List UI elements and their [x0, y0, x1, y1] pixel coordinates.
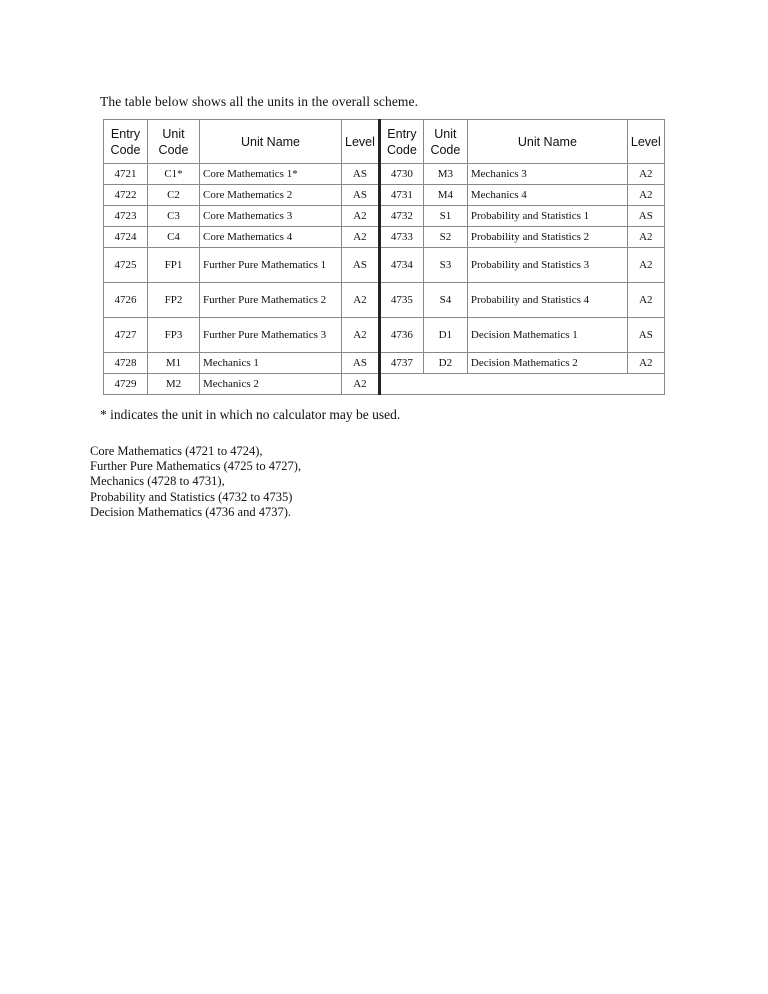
- empty-cell: [379, 374, 664, 395]
- unit-name-cell: Core Mathematics 2: [200, 185, 342, 206]
- level-cell: A2: [627, 248, 664, 283]
- intro-text: The table below shows all the units in the overall scheme.: [100, 94, 419, 109]
- header-entry-code: Entry Code: [104, 120, 148, 164]
- header-entry-code-2: Entry Code: [379, 120, 423, 164]
- unit-code-cell: S4: [423, 283, 467, 318]
- unit-name-cell: Core Mathematics 4: [200, 227, 342, 248]
- unit-name-cell: Mechanics 3: [467, 164, 627, 185]
- table-row: [104, 227, 665, 248]
- level-cell: AS: [627, 318, 664, 353]
- unit-name-cell: Core Mathematics 1*: [200, 164, 342, 185]
- entry-code-cell: 4724: [104, 227, 148, 248]
- unit-name-cell: Further Pure Mathematics 3: [200, 318, 342, 353]
- entry-code-cell: 4727: [104, 318, 148, 353]
- level-cell: A2: [342, 206, 380, 227]
- header-unit-name-2: Unit Name: [467, 120, 627, 164]
- unit-name-cell: Further Pure Mathematics 1: [200, 248, 342, 283]
- header-row: [104, 120, 665, 164]
- entry-code-cell: 4722: [104, 185, 148, 206]
- unit-name-cell: Further Pure Mathematics 2: [200, 283, 342, 318]
- unit-code-cell: FP2: [148, 283, 200, 318]
- entry-code-cell: 4737: [379, 353, 423, 374]
- entry-code-cell: 4729: [104, 374, 148, 395]
- unit-name-cell: Mechanics 1: [200, 353, 342, 374]
- entry-code-cell: 4731: [379, 185, 423, 206]
- level-cell: A2: [627, 185, 664, 206]
- unit-code-cell: FP3: [148, 318, 200, 353]
- summary-line: Further Pure Mathematics (4725 to 4727),: [90, 459, 302, 474]
- level-cell: AS: [342, 185, 380, 206]
- table-row: [104, 164, 665, 185]
- calculator-note: * indicates the unit in which no calculator may be used.: [100, 407, 401, 422]
- level-cell: A2: [627, 353, 664, 374]
- unit-code-cell: S1: [423, 206, 467, 227]
- entry-code-cell: 4723: [104, 206, 148, 227]
- unit-code-cell: S3: [423, 248, 467, 283]
- unit-code-cell: D2: [423, 353, 467, 374]
- table-row: [104, 248, 665, 283]
- entry-code-cell: 4733: [379, 227, 423, 248]
- unit-name-cell: Probability and Statistics 4: [467, 283, 627, 318]
- unit-code-cell: M1: [148, 353, 200, 374]
- unit-code-cell: FP1: [148, 248, 200, 283]
- unit-name-cell: Decision Mathematics 2: [467, 353, 627, 374]
- entry-code-cell: 4736: [379, 318, 423, 353]
- summary-line: Mechanics (4728 to 4731),: [90, 474, 225, 489]
- level-cell: A2: [627, 227, 664, 248]
- unit-code-cell: M3: [423, 164, 467, 185]
- summary-line: Decision Mathematics (4736 and 4737).: [90, 504, 291, 519]
- table-row: [104, 374, 665, 395]
- table-row: [104, 353, 665, 374]
- unit-code-cell: C4: [148, 227, 200, 248]
- unit-name-cell: Probability and Statistics 1: [467, 206, 627, 227]
- entry-code-cell: 4726: [104, 283, 148, 318]
- header-unit-code-2: Unit Code: [423, 120, 467, 164]
- unit-code-cell: D1: [423, 318, 467, 353]
- unit-name-cell: Probability and Statistics 2: [467, 227, 627, 248]
- entry-code-cell: 4728: [104, 353, 148, 374]
- units-table: [103, 119, 665, 395]
- header-level-2: Level: [627, 120, 664, 164]
- level-cell: A2: [627, 283, 664, 318]
- unit-code-cell: C2: [148, 185, 200, 206]
- table-row: [104, 283, 665, 318]
- unit-name-cell: Mechanics 2: [200, 374, 342, 395]
- header-unit-name: Unit Name: [200, 120, 342, 164]
- entry-code-cell: 4732: [379, 206, 423, 227]
- header-unit-code: Unit Code: [148, 120, 200, 164]
- header-level: Level: [342, 120, 380, 164]
- entry-code-cell: 4721: [104, 164, 148, 185]
- table-row: [104, 318, 665, 353]
- level-cell: AS: [342, 353, 380, 374]
- entry-code-cell: 4730: [379, 164, 423, 185]
- level-cell: A2: [342, 283, 380, 318]
- unit-code-cell: S2: [423, 227, 467, 248]
- unit-code-cell: C1*: [148, 164, 200, 185]
- summary-line: Probability and Statistics (4732 to 4735): [90, 489, 293, 504]
- unit-name-cell: Mechanics 4: [467, 185, 627, 206]
- unit-code-cell: M4: [423, 185, 467, 206]
- level-cell: A2: [342, 227, 380, 248]
- level-cell: A2: [342, 318, 380, 353]
- unit-name-cell: Decision Mathematics 1: [467, 318, 627, 353]
- unit-code-cell: M2: [148, 374, 200, 395]
- table-row: [104, 206, 665, 227]
- level-cell: A2: [627, 164, 664, 185]
- level-cell: A2: [342, 374, 380, 395]
- unit-groups-summary: [90, 444, 301, 520]
- level-cell: AS: [342, 248, 380, 283]
- unit-name-cell: Probability and Statistics 3: [467, 248, 627, 283]
- level-cell: AS: [627, 206, 664, 227]
- unit-code-cell: C3: [148, 206, 200, 227]
- table-row: [104, 185, 665, 206]
- entry-code-cell: 4735: [379, 283, 423, 318]
- entry-code-cell: 4734: [379, 248, 423, 283]
- unit-name-cell: Core Mathematics 3: [200, 206, 342, 227]
- summary-line: Core Mathematics (4721 to 4724),: [90, 444, 263, 458]
- level-cell: AS: [342, 164, 380, 185]
- entry-code-cell: 4725: [104, 248, 148, 283]
